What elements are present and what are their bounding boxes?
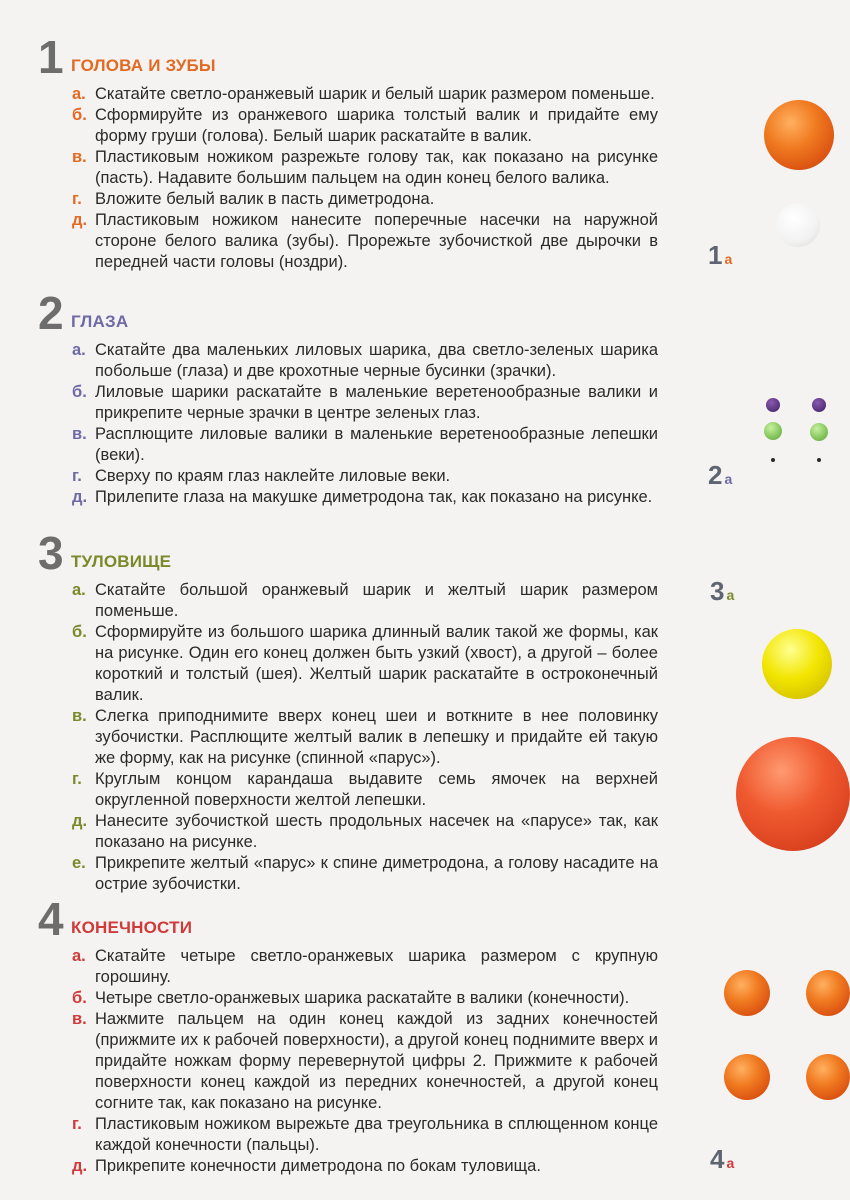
- section-3: [38, 527, 658, 895]
- step-text: Скатайте четыре светло-оранжевых шарика размером с крупную горошину.: [95, 947, 658, 986]
- section-1-title: ГОЛОВА И ЗУБЫ: [71, 56, 216, 75]
- step-letter: б.: [72, 623, 87, 641]
- section-2-title: ГЛАЗА: [71, 312, 129, 331]
- list-item: [38, 811, 658, 853]
- step-letter: б.: [72, 106, 87, 124]
- list-item: [38, 210, 658, 273]
- figure-label-3a: [710, 578, 734, 608]
- section-3-steps: [38, 580, 658, 895]
- small-orange-ball-photo: [806, 970, 850, 1016]
- purple-ball-photo: [766, 398, 780, 412]
- black-bead-photo: [817, 458, 821, 462]
- figure-number: 2: [708, 460, 723, 490]
- section-4-number: 4: [38, 893, 64, 945]
- list-item: [38, 1156, 658, 1177]
- step-letter: б.: [72, 383, 87, 401]
- list-item: [38, 946, 658, 988]
- step-text: Пластиковым ножиком нанесите поперечные насечки на наружной стороне белого валика (зубы). Прорежьте зубочисткой две дырочки в передней части головы (ноздри).: [95, 211, 658, 271]
- figure-label-2a: [708, 462, 732, 492]
- step-letter: а.: [72, 947, 86, 965]
- step-text: Четыре светло-оранжевых шарика раскатайте в валики (конечности).: [95, 989, 630, 1007]
- list-item: [38, 189, 658, 210]
- figure-number: 3: [710, 576, 725, 606]
- list-item: [38, 105, 658, 147]
- figure-letter: а: [724, 251, 733, 267]
- step-text: Прилепите глаза на макушке диметродона так, как показано на рисунке.: [95, 488, 653, 506]
- section-3-title: ТУЛОВИЩЕ: [71, 552, 172, 571]
- section-3-number: 3: [38, 527, 64, 579]
- green-ball-photo: [764, 422, 782, 440]
- list-item: [38, 340, 658, 382]
- list-item: [38, 580, 658, 622]
- step-text: Сформируйте из оранжевого шарика толстый валик и придайте ему форму груши (голова). Белый шарик раскатайте в валик.: [95, 106, 658, 145]
- step-letter: г.: [72, 467, 82, 485]
- section-4-title: КОНЕЧНОСТИ: [71, 918, 193, 937]
- list-item: [38, 147, 658, 189]
- figure-letter: а: [726, 587, 735, 603]
- figure-label-1a: [708, 242, 732, 272]
- step-letter: д.: [72, 488, 88, 506]
- step-text: Лиловые шарики раскатайте в маленькие веретенообразные валики и прикрепите черные зрачки в центре зеленых глаз.: [95, 383, 658, 422]
- list-item: [38, 853, 658, 895]
- small-orange-ball-photo: [724, 970, 770, 1016]
- step-text: Пластиковым ножиком разрежьте голову так, как показано на рисунке (пасть). Надавите большим пальцем на один конец белого валика.: [95, 148, 658, 187]
- step-text: Расплющите лиловые валики в маленькие веретенообразные лепешки (веки).: [95, 425, 658, 464]
- list-item: [38, 424, 658, 466]
- section-4: [38, 893, 658, 1177]
- step-text: Скатайте большой оранжевый шарик и желтый шарик размером поменьше.: [95, 581, 658, 620]
- step-letter: а.: [72, 341, 86, 359]
- section-1-steps: [38, 84, 658, 273]
- list-item: [38, 382, 658, 424]
- list-item: [38, 1009, 658, 1114]
- figure-letter: а: [724, 471, 733, 487]
- section-1-header: [38, 31, 658, 84]
- section-3-header: [38, 527, 658, 580]
- step-letter: г.: [72, 190, 82, 208]
- large-orange-ball-photo: [736, 737, 850, 851]
- black-bead-photo: [771, 458, 775, 462]
- section-1-number: 1: [38, 31, 64, 83]
- step-letter: а.: [72, 581, 86, 599]
- figure-label-4a: [710, 1146, 734, 1176]
- green-ball-photo: [810, 423, 828, 441]
- step-letter: г.: [72, 770, 82, 788]
- section-4-header: [38, 893, 658, 946]
- section-4-steps: [38, 946, 658, 1177]
- step-letter: в.: [72, 148, 87, 166]
- section-1: [38, 31, 658, 273]
- figure-number: 4: [710, 1144, 725, 1174]
- list-item: [38, 988, 658, 1009]
- white-ball-photo: [776, 203, 820, 247]
- step-text: Пластиковым ножиком вырежьте два треугольника в сплющенном конце каждой конечности (пальцы).: [95, 1115, 658, 1154]
- list-item: [38, 1114, 658, 1156]
- step-letter: а.: [72, 85, 86, 103]
- step-text: Нанесите зубочисткой шесть продольных насечек на «парусе» так, как показано на рисунке.: [95, 812, 658, 851]
- list-item: [38, 769, 658, 811]
- orange-ball-photo: [764, 100, 834, 170]
- step-text: Прикрепите желтый «парус» к спине диметродона, а голову насадите на острие зубочистки.: [95, 854, 658, 893]
- step-text: Круглым концом карандаша выдавите семь ямочек на верхней округленной поверхности желтой лепешки.: [95, 770, 658, 809]
- list-item: [38, 84, 658, 105]
- list-item: [38, 487, 658, 508]
- step-letter: д.: [72, 1157, 88, 1175]
- step-text: Вложите белый валик в пасть диметродона.: [95, 190, 435, 208]
- step-letter: в.: [72, 707, 87, 725]
- step-letter: д.: [72, 211, 88, 229]
- figure-letter: а: [726, 1155, 735, 1171]
- step-letter: в.: [72, 1010, 87, 1028]
- yellow-ball-photo: [762, 629, 832, 699]
- step-text: Сформируйте из большого шарика длинный валик такой же формы, как на рисунке. Один его конец должен быть узкий (хвост), а другой – более короткий и толстый (шея). Желтый шарик раскатайте в остроконечный валик.: [95, 623, 658, 704]
- step-text: Нажмите пальцем на один конец каждой из задних конечностей (прижмите их к рабочей поверхности), а другой конец поднимите вверх и придайте ножкам форму перевернутой цифры 2. Прижмите к рабочей поверхности конец каждой из передних конечностей, а другой конец согните так, как показано на рисунке.: [95, 1010, 658, 1112]
- step-text: Слегка приподнимите вверх конец шеи и воткните в нее половинку зубочистки. Расплющите желтый валик в лепешку и придайте ей такую же форму, как на рисунке (спинной «парус»).: [95, 707, 658, 767]
- step-text: Прикрепите конечности диметродона по бокам туловища.: [95, 1157, 541, 1175]
- section-2-header: [38, 287, 658, 340]
- step-letter: б.: [72, 989, 87, 1007]
- figure-number: 1: [708, 240, 723, 270]
- step-letter: в.: [72, 425, 87, 443]
- small-orange-ball-photo: [806, 1054, 850, 1100]
- step-text: Скатайте два маленьких лиловых шарика, два светло-зеленых шарика побольше (глаза) и две крохотные черные бусинки (зрачки).: [95, 341, 658, 380]
- step-letter: г.: [72, 1115, 82, 1133]
- step-text: Сверху по краям глаз наклейте лиловые веки.: [95, 467, 451, 485]
- section-2: [38, 287, 658, 508]
- purple-ball-photo: [812, 398, 826, 412]
- section-2-number: 2: [38, 287, 64, 339]
- list-item: [38, 466, 658, 487]
- list-item: [38, 706, 658, 769]
- step-text: Скатайте светло-оранжевый шарик и белый шарик размером поменьше.: [95, 85, 655, 103]
- list-item: [38, 622, 658, 706]
- step-letter: д.: [72, 812, 88, 830]
- section-2-steps: [38, 340, 658, 508]
- step-letter: е.: [72, 854, 86, 872]
- small-orange-ball-photo: [724, 1054, 770, 1100]
